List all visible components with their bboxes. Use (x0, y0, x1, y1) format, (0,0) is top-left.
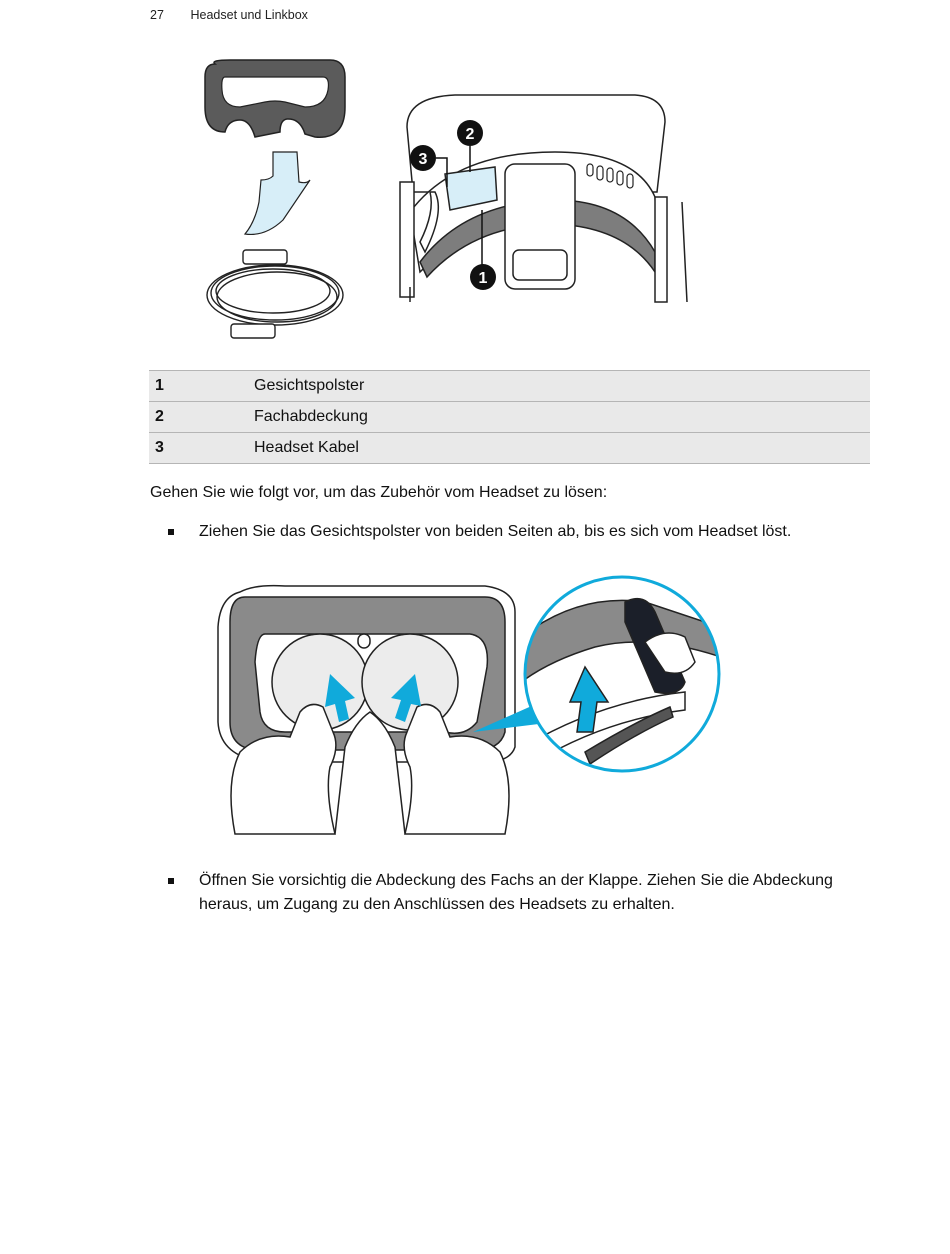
step-text: Öffnen Sie vorsichtig die Abdeckung des Fachs an der Klappe. Ziehen Sie die Abdeckung heraus, um Zugang zu den Anschlüssen des Headsets zu erhalten. (199, 872, 833, 913)
headset-cable-illustration (207, 250, 343, 338)
svg-text:2: 2 (465, 126, 475, 143)
bullet-icon (168, 878, 174, 884)
list-item (150, 869, 870, 917)
legend-number: 2 (149, 402, 248, 433)
legend-number: 1 (149, 371, 248, 402)
table-row (149, 433, 870, 464)
table-row (149, 402, 870, 433)
headset-underside-illustration (400, 95, 687, 302)
section-title: Headset und Linkbox (190, 8, 308, 22)
remove-cushion-figure (215, 572, 725, 842)
detail-zoom-illustration (515, 572, 725, 782)
legend-table (149, 370, 870, 464)
table-row (149, 371, 870, 402)
compartment-cover-illustration (245, 152, 310, 234)
legend-label: Headset Kabel (248, 433, 870, 464)
headset-accessories-figure (195, 52, 695, 352)
list-item (150, 520, 870, 544)
step-text: Ziehen Sie das Gesichtspolster von beiden Seiten ab, bis es sich vom Headset löst. (199, 523, 792, 540)
svg-text:1: 1 (478, 270, 488, 287)
intro-paragraph: Gehen Sie wie folgt vor, um das Zubehör vom Headset zu lösen: (150, 484, 608, 501)
bullet-icon (168, 529, 174, 535)
legend-label: Fachabdeckung (248, 402, 870, 433)
svg-text:3: 3 (418, 151, 428, 168)
face-cushion-illustration (205, 60, 345, 137)
page-header (150, 8, 308, 22)
legend-number: 3 (149, 433, 248, 464)
page-number: 27 (150, 8, 164, 22)
legend-label: Gesichtspolster (248, 371, 870, 402)
